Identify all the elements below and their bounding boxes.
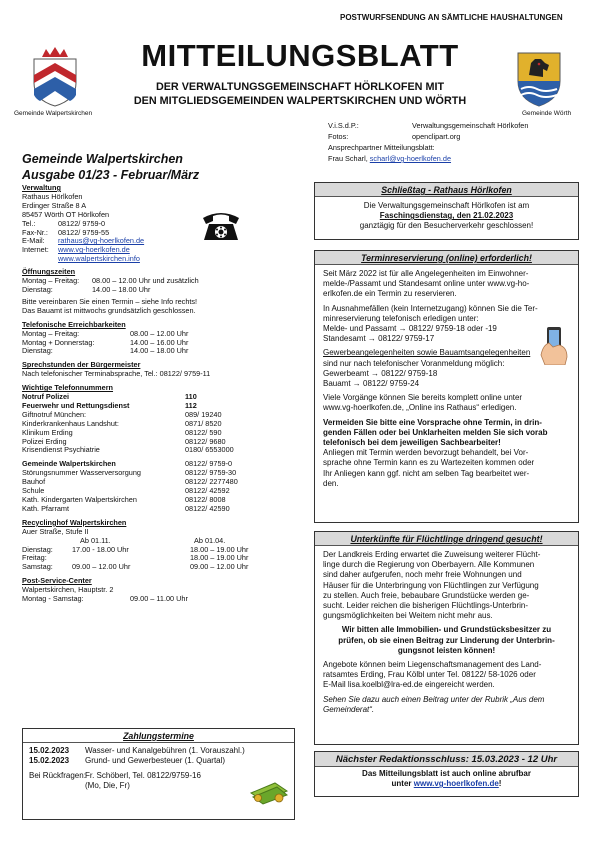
sprechstunden-heading: Sprechstunden der Bürgermeister	[22, 360, 141, 370]
subtitle-line-2: DEN MITGLIEDSGEMEINDEN WALPERTSKIRCHEN UND WÖRTH	[133, 95, 467, 107]
payment-text: Grund- und Gewerbesteuer (1. Quartal)	[85, 756, 226, 766]
phone-hours-time: 14.00 – 18.00 Uhr	[130, 346, 189, 356]
redaktionsschluss-link[interactable]: www.vg-hoerlkofen.de	[413, 779, 499, 789]
verwaltung-line: 85457 Wörth OT Hörlkofen	[22, 209, 110, 219]
recycling-time-a: 09.00 – 12.00 Uhr	[72, 562, 131, 572]
crest-right-caption: Gemeinde Wörth	[522, 110, 572, 117]
payment-date: 15.02.2023	[29, 756, 70, 766]
fluechtlinge-text: gungsmöglichkeiten bei Weitem nicht mehr aus.	[323, 611, 493, 621]
recyclinghof-heading: Recyclinghof Walpertskirchen	[22, 517, 127, 527]
tel-label: Tel.:	[22, 218, 36, 228]
imprint-fotos-label: Fotos:	[328, 132, 349, 141]
subtitle-line-1: DER VERWALTUNGSGEMEINSCHAFT HÖRLKOFEN MIT	[155, 81, 445, 93]
left-column	[22, 184, 295, 604]
crest-left-caption: Gemeinde Walpertskirchen	[14, 110, 93, 117]
recycling-time-b: 09.00 – 12.00 Uhr	[190, 562, 249, 572]
telephone-icon	[200, 208, 242, 244]
termin-text: den.	[323, 478, 339, 488]
phone-label: Kinderkrankenhaus Landshut:	[22, 418, 119, 428]
payment-text: Wasser- und Kanalgebühren (1. Vorauszahl.)	[85, 746, 245, 755]
phone-hours-day: Montag – Freitag:	[22, 328, 80, 338]
recycling-day: Samstag:	[22, 562, 53, 572]
fluechtlinge-box	[314, 531, 579, 745]
termin-text: Viele Vorgänge können Sie bereits komplett online unter	[323, 393, 523, 403]
wichtige-nummern-heading: Wichtige Telefonnummern	[22, 383, 114, 393]
crest-right-icon	[515, 45, 563, 107]
termin-warning: Vermeiden Sie bitte eine Vorsprache ohne Termin, in drin-	[323, 417, 542, 427]
termin-text: Gewerbeangelegenheiten sowie Bauamtsangelegenheiten	[323, 348, 531, 358]
smartphone-hand-icon	[537, 325, 571, 365]
gemeinde-heading: Gemeinde Walpertskirchen	[22, 459, 116, 469]
gemeinde-number: 08122/ 9759-0	[185, 459, 233, 469]
phone-hours-day: Montag + Donnerstag:	[22, 337, 95, 347]
schliesstag-date: Faschingsdienstag, den 21.02.2023	[379, 211, 514, 221]
verwaltung-line: Rathaus Hörlkofen	[22, 191, 83, 201]
termin-warning: telefonisch bei dem jeweiligen Sachbearbeiter!	[323, 438, 501, 448]
gemeinde-label: Schule	[22, 486, 45, 496]
gemeinde-number: 08122/ 42592	[185, 486, 230, 496]
hours-time: 08.00 – 12.00 Uhr und zusätzlich	[92, 276, 199, 286]
phone-number: 089/ 19240	[185, 409, 222, 419]
fluechtlinge-appeal: gungsnot leisten können!	[397, 645, 496, 655]
fluechtlinge-text: Der Landkreis Erding erwartet die Zuweisung weiterer Flücht-	[323, 550, 541, 559]
fluechtlinge-text: Angebote können beim Liegenschaftsmanagement des Land-	[323, 660, 542, 670]
phone-label: Polizei Erding	[22, 436, 67, 446]
termin-text: erlkofen.de ein Termin zu reservieren.	[323, 289, 457, 299]
internet-link-vg[interactable]: www.vg-hoerlkofen.de	[58, 245, 130, 255]
termin-text: minreservierung telefonisch erledigen unter:	[323, 313, 479, 323]
termin-text: Seit März 2022 ist für alle Angelegenheiten im Einwohner-	[323, 269, 529, 278]
termin-text: Standesamt → 08122/ 9759-17	[323, 334, 435, 344]
imprint-vis-label: V.i.S.d.P.:	[328, 121, 359, 130]
terminreservierung-box	[314, 250, 579, 523]
schliesstag-line: Die Verwaltungsgemeinschaft Hörlkofen ist am	[363, 201, 530, 210]
hours-day: Montag – Freitag:	[22, 276, 80, 286]
fluechtlinge-text: sind daher aufgerufen, noch mehr freie Wohnungen und	[323, 570, 522, 580]
phone-hours-time: 08.00 – 12.00 Uhr	[130, 328, 189, 338]
phone-number: 08122/ 9680	[185, 436, 226, 446]
imprint-contact-label: Ansprechpartner Mitteilungsblatt:	[328, 143, 435, 152]
emergency-number: 110	[185, 392, 197, 402]
hours-note: Das Bauamt ist mittwochs grundsätzlich geschlossen.	[22, 305, 196, 315]
imprint-vis-value: Verwaltungsgemeinschaft Hörlkofen	[412, 121, 529, 130]
gemeinde-number: 08122/ 2277480	[185, 477, 238, 487]
phone-hours-time: 14.00 – 16.00 Uhr	[130, 337, 189, 347]
internet-label: Internet:	[22, 245, 49, 255]
gemeinde-number: 08122/ 42590	[185, 503, 230, 513]
gemeinde-number: 08122/ 9759-30	[185, 468, 237, 478]
emergency-number: 112	[185, 400, 197, 410]
termin-warning: genden Fällen oder bei Unklarheiten melden Sie sich vorab	[323, 427, 548, 437]
money-icon	[249, 779, 289, 805]
gemeinde-label: Kath. Pfarramt	[22, 503, 70, 513]
redaktionsschluss-suffix: !	[498, 779, 502, 789]
fluechtlinge-text: linge durch die Regierung von Oberbayern. Alle Kommunen	[323, 560, 535, 570]
post-service-address: Walpertskirchen, Hauptstr. 2	[22, 585, 114, 595]
phone-label: Krisendienst Psychiatrie	[22, 445, 100, 455]
recycling-time-a: 17.00 - 18.00 Uhr	[72, 544, 129, 554]
crest-left-icon	[30, 45, 80, 107]
zahlungstermine-box	[22, 728, 295, 820]
termin-text: Ihr Anliegen kann ggf. nicht am selben Tag bearbeitet wer-	[323, 468, 530, 478]
hours-time: 14.00 – 18.00 Uhr	[92, 284, 151, 294]
page-title: MITTEILUNGSBLATT	[141, 38, 459, 73]
phone-number: 0871/ 8520	[185, 418, 222, 428]
redaktionsschluss-box	[314, 751, 579, 797]
termin-text: In Ausnahmefällen (kein Internetzugang) können Sie die Ter-	[323, 303, 538, 313]
termin-text: Melde- und Passamt → 08122/ 9759-18 oder -19	[323, 324, 497, 334]
rueckfragen-value: Fr. Schöberl, Tel. 08122/9759-16	[85, 771, 201, 781]
recycling-col2-head: Ab 01.04.	[194, 535, 226, 545]
email-link[interactable]: rathaus@vg-hoerlkofen.de	[58, 236, 145, 246]
rueckfragen-days: (Mo, Die, Fr)	[85, 781, 130, 791]
telefonisch-heading: Telefonische Erreichbarkeiten	[22, 319, 126, 329]
termin-text: sind nur nach telefonischer Voranmeldung möglich:	[323, 358, 505, 368]
email-label: E-Mail:	[22, 236, 45, 246]
phone-hours-day: Dienstag:	[22, 346, 53, 356]
payment-date: 15.02.2023	[29, 746, 70, 755]
phone-number: 0180/ 6553000	[185, 445, 234, 455]
internet-link-walpertskirchen[interactable]: www.walpertskirchen.info	[58, 254, 140, 264]
verwaltung-line: Erdinger Straße 8 A	[22, 200, 87, 210]
tel-value: 08122/ 9759-0	[58, 218, 106, 228]
recycling-day: Freitag:	[22, 553, 47, 563]
gemeinde-label: Kath. Kindergarten Walpertskirchen	[22, 495, 137, 504]
fluechtlinge-appeal: prüfen, ob sie einen Beitrag zur Linderung der Unterbrin-	[338, 635, 555, 645]
fluechtlinge-text: ratsamtes Erding, Frau Kölbl unter Tel. 08122/ 58-1026 oder	[323, 670, 536, 680]
imprint-contact-name: Frau Scharl,	[328, 154, 368, 163]
post-service-time: 09.00 – 11.00 Uhr	[130, 594, 188, 604]
schliesstag-line: ganztägig für den Besucherverkehr geschlossen!	[359, 221, 534, 231]
post-service-day: Montag - Samstag:	[22, 594, 84, 604]
imprint-contact-email-link[interactable]: scharl@vg-hoerlkofen.de	[369, 154, 452, 163]
recycling-col1-head: Ab 01.11.	[80, 535, 111, 545]
fluechtlinge-heading: Unterkünfte für Flüchtlinge dringend gesucht!	[350, 534, 543, 544]
recycling-time-b: 18.00 – 19.00 Uhr	[190, 553, 249, 563]
fluechtlinge-text: Häuser für die Unterbringung von Flüchtlingen zur Verfügung	[323, 580, 539, 590]
rueckfragen-label: Bei Rückfragen:	[29, 771, 86, 781]
recycling-time-b: 18.00 – 19.00 Uhr	[190, 544, 249, 554]
schliesstag-heading: Schließtag - Rathaus Hörlkofen	[381, 185, 512, 195]
post-service-heading: Post-Service-Center	[22, 576, 92, 586]
emergency-label: Notruf Polizei	[22, 392, 70, 402]
termin-text: Anliegen mit Termin werden bevorzugt behandelt, bei Vor-	[323, 448, 529, 458]
fluechtlinge-appeal: Wir bitten alle Immobilien- und Grundstücksbesitzer zu	[341, 625, 552, 635]
redaktionsschluss-heading: Nächster Redaktionsschluss: 15.03.2023 - 12 Uhr	[335, 754, 558, 765]
schliesstag-box	[314, 182, 579, 240]
recyclinghof-address: Auer Straße, Stufe II	[22, 526, 89, 536]
terminreservierung-heading: Terminreservierung (online) erforderlich!	[361, 253, 532, 263]
phone-label: Klinikum Erding	[22, 427, 73, 437]
phone-label: Giftnotruf München:	[22, 409, 87, 419]
fax-label: Fax-Nr.:	[22, 227, 48, 237]
emergency-label: Feuerwehr und Rettungsdienst	[22, 400, 130, 410]
redaktionsschluss-prefix: unter	[391, 779, 412, 789]
termin-text: melde-/Passamt und Standesamt online unter www.vg-ho-	[323, 279, 530, 289]
fluechtlinge-note: Gemeinderat“.	[323, 704, 375, 714]
gemeinde-number: 08122/ 8008	[185, 495, 226, 504]
imprint-fotos-value: openclipart.org	[412, 132, 461, 141]
termin-text: www.vg-hoerlkofen.de, „Online ins Rathaus“ erledigen.	[323, 403, 517, 413]
fluechtlinge-text: sucht. Leider reichen die bisherigen Flüchtlings-Unterbrin-	[323, 601, 528, 611]
gemeinde-label: Bauhof	[22, 477, 46, 487]
oeffnungszeiten-heading: Öffnungszeiten	[22, 267, 76, 277]
gemeinde-label: Störungsnummer Wasserversorgung	[22, 468, 141, 478]
fax-value: 08122/ 9759-55	[58, 227, 110, 237]
zahlungstermine-heading: Zahlungstermine	[123, 731, 194, 741]
hours-day: Dienstag:	[22, 284, 53, 294]
municipality-heading: Gemeinde Walpertskirchen	[22, 152, 183, 166]
verwaltung-heading: Verwaltung	[22, 183, 61, 192]
edition-heading: Ausgabe 01/23 - Februar/März	[22, 168, 200, 182]
postal-notice: POSTWURFSENDUNG AN SÄMTLICHE HAUSHALTUNGEN	[340, 13, 563, 22]
fluechtlinge-text: E-Mail lisa.koelbl@lra-ed.de eingereicht werden.	[323, 680, 495, 690]
sprechstunden-text: Nach telefonischer Terminabsprache, Tel.: 08122/ 9759-11	[22, 369, 211, 379]
phone-number: 08122/ 590	[185, 427, 222, 437]
fluechtlinge-note: Sehen Sie dazu auch einen Beitrag unter der Rubrik „Aus dem	[323, 694, 545, 704]
termin-text: Bauamt → 08122/ 9759-24	[323, 379, 420, 389]
redaktionsschluss-line: Das Mitteilungsblatt ist auch online abrufbar	[362, 769, 531, 778]
termin-text: sprache ohne Termin kann es zu Wartezeiten kommen oder	[323, 458, 535, 468]
recycling-day: Dienstag:	[22, 544, 53, 554]
fluechtlinge-text: zu stellen. Auch freie, bebaubare Grundstücke werden ge-	[323, 590, 530, 600]
hours-note: Bitte vereinbaren Sie einen Termin – siehe Info rechts!	[22, 296, 198, 306]
termin-text: Gewerbeamt → 08122/ 9759-18	[323, 368, 438, 378]
